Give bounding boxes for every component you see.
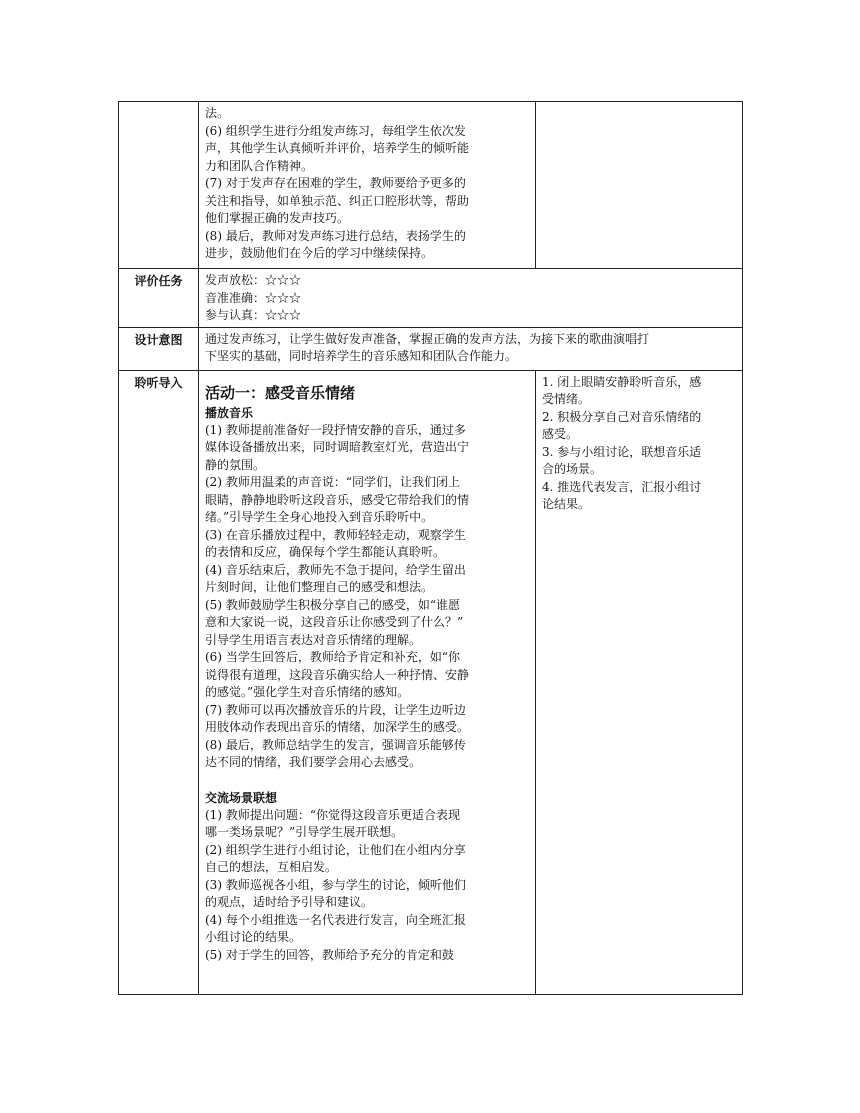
text-line: (4) 每个小组推选一名代表进行发言，向全班汇报 [205, 912, 466, 927]
text-line: 声，其他学生认真倾听并评价，培养学生的倾听能 [205, 141, 470, 155]
section-title: 播放音乐 [205, 405, 254, 420]
text-line: (5) 对于学生的回答，教师给予充分的肯定和鼓 [205, 947, 454, 962]
text-line: (7) 对于发声存在困难的学生，教师要给予更多的 [205, 176, 466, 190]
text-line: 意和大家说一说，这段音乐让你感受到了什么？” [205, 615, 464, 629]
text-line: 引导学生用语言表达对音乐情绪的理解。 [205, 632, 422, 647]
text-line: 的表情和反应，确保每个学生都能认真聆听。 [205, 545, 446, 559]
text-line: (8) 最后，教师总结学生的发言，强调音乐能够传 [205, 737, 466, 752]
text-line: (5) 教师鼓励学生积极分享自己的感受，如“谁愿 [205, 597, 460, 612]
student-activity-cell [536, 370, 743, 994]
text-line: 通过发声练习，让学生做好发声准备，掌握正确的发声方法，为接下来的歌曲演唱打 [205, 331, 650, 346]
text-line: 他们掌握正确的发声技巧。 [205, 211, 350, 225]
table-row [119, 269, 743, 328]
student-activity-line: 3. 参与小组讨论，联想音乐适 [542, 444, 702, 459]
activity-title: 活动一：感受音乐情绪 [205, 383, 356, 402]
text-line: 达不同的情绪，我们要学会用心去感受。 [205, 755, 422, 769]
student-activity-line: 1. 闭上眼睛安静聆听音乐，感 [542, 374, 702, 389]
table-row [119, 370, 743, 994]
text-line: 力和团队合作精神。 [205, 158, 314, 173]
text-line: 小组讨论的结果。 [205, 930, 302, 944]
text-line: 媒体设备播放出来，同时调暗教室灯光，营造出宁 [205, 440, 470, 454]
table-row [119, 102, 743, 269]
listen-label: 聆听导入 [119, 370, 199, 994]
text-line: 片刻时间，让他们整理自己的感受和想法。 [205, 580, 434, 594]
student-activity-cell [536, 102, 743, 269]
evaluation-item: 音准准确：☆☆☆ [205, 290, 302, 305]
student-activity-line: 感受。 [542, 427, 579, 441]
intent-content [199, 327, 743, 370]
text-line: 说得很有道理，这段音乐确实给人一种抒情、安静 [205, 667, 470, 682]
text-line: (2) 组织学生进行小组讨论，让他们在小组内分享 [205, 842, 466, 857]
text-line: 下坚实的基础，同时培养学生的音乐感知和团队合作能力。 [205, 349, 518, 363]
intent-label: 设计意图 [119, 327, 199, 370]
text-line: 的感觉。”强化学生对音乐情绪的感知。 [205, 685, 410, 699]
student-activity-line: 受情绪。 [542, 392, 591, 406]
teacher-activity-cell [199, 370, 536, 994]
text-line: (1) 教师提前准备好一段抒情安静的音乐，通过多 [205, 422, 466, 437]
table-row [119, 327, 743, 370]
text-line: (8) 最后，教师对发声练习进行总结，表扬学生的 [205, 228, 466, 243]
teacher-activity-cell [199, 102, 536, 269]
lesson-plan-table [118, 101, 743, 995]
student-activity-line: 论结果。 [542, 497, 591, 511]
section-title: 交流场景联想 [205, 790, 278, 805]
text-line: (2) 教师用温柔的声音说：“同学们，让我们闭上 [205, 475, 460, 489]
evaluation-content [199, 269, 743, 328]
text-line: 绪。”引导学生全身心地投入到音乐聆听中。 [205, 510, 434, 524]
text-line: 用肢体动作表现出音乐的情绪，加深学生的感受。 [205, 720, 470, 734]
text-line: 哪一类场景呢？”引导学生展开联想。 [205, 825, 404, 839]
text-line: (1) 教师提出问题：“你觉得这段音乐更适合表现 [205, 807, 460, 822]
text-line: 关注和指导，如单独示范、纠正口腔形状等，帮助 [205, 193, 470, 208]
text-line: 法。 [205, 106, 230, 120]
empty-label-cell [119, 102, 199, 269]
text-line: (7) 教师可以再次播放音乐的片段，让学生边听边 [205, 702, 466, 717]
text-line: 眼睛，静静地聆听这段音乐，感受它带给我们的情 [205, 492, 470, 507]
evaluation-label: 评价任务 [119, 269, 199, 328]
text-line: (4) 音乐结束后，教师先不急于提问，给学生留出 [205, 562, 466, 577]
text-line: (3) 在音乐播放过程中，教师轻轻走动，观察学生 [205, 527, 466, 542]
text-line: 进步，鼓励他们在今后的学习中继续保持。 [205, 246, 434, 260]
student-activity-line: 合的场景。 [542, 462, 603, 476]
evaluation-item: 发声放松：☆☆☆ [205, 273, 302, 287]
text-line: (3) 教师巡视各小组，参与学生的讨论，倾听他们 [205, 877, 466, 892]
text-line: (6) 当学生回答后，教师给予肯定和补充，如“你 [205, 650, 460, 664]
text-line: 的观点，适时给予引导和建议。 [205, 895, 374, 909]
text-line: 静的氛围。 [205, 457, 266, 472]
student-activity-line: 2. 积极分享自己对音乐情绪的 [542, 409, 702, 424]
evaluation-item: 参与认真：☆☆☆ [205, 308, 302, 322]
text-line: (6) 组织学生进行分组发声练习，每组学生依次发 [205, 123, 466, 138]
text-line: 自己的想法，互相启发。 [205, 860, 338, 874]
student-activity-line: 4. 推选代表发言，汇报小组讨 [542, 479, 702, 494]
